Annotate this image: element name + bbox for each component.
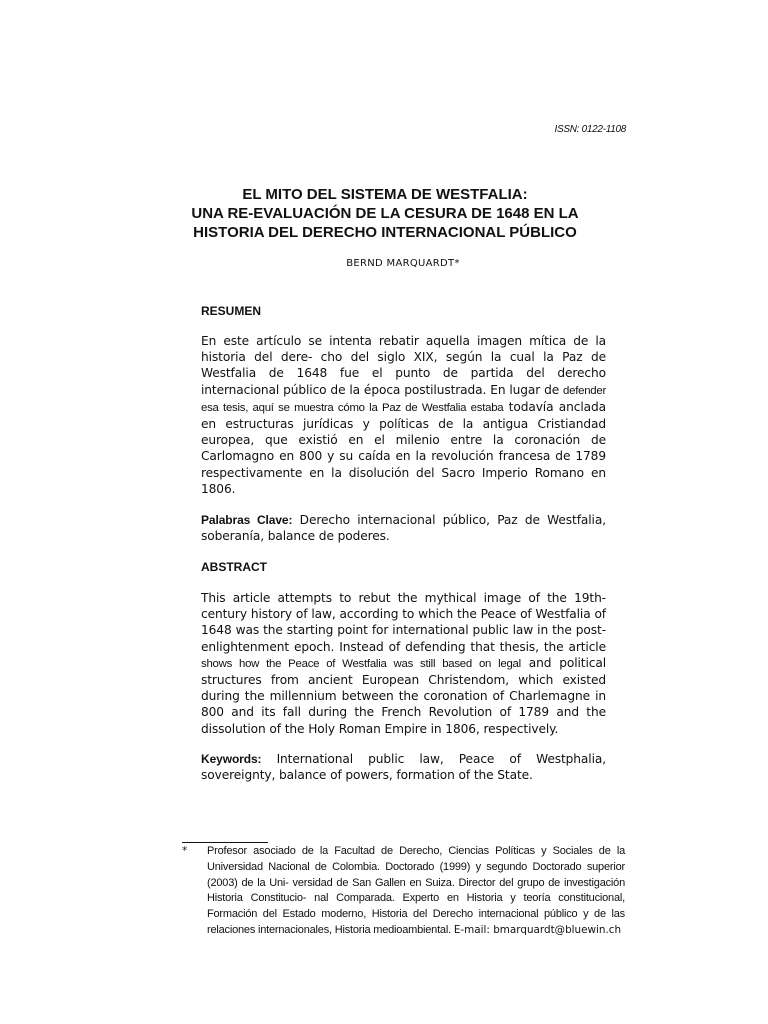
author-footnote [207,844,625,939]
article-title [160,185,610,242]
resumen-text-part-1: En este artículo se intenta rebatir aquella imagen mítica de la historia del dere- cho del siglo XIX, según la cual la Paz de Westfalia de 1648 fue el punto de partida del derecho internacional público de la época postilustrada. En lugar de [201,334,606,397]
resumen-paragraph [201,333,606,497]
resumen-text-part-2: defender esa tesis, aquí se muestra cómo la Paz de Westfalia estaba [201,384,606,414]
footnote-marker: * [182,845,188,857]
resumen-keywords-label: Palabras Clave: [201,513,293,527]
abstract-keywords-label: Keywords: [201,752,262,766]
title-line-3: HISTORIA DEL DERECHO INTERNACIONAL PÚBLICO [193,224,577,241]
abstract-text-part-3: and political structures from ancient European Christendom, which existed during the millennium between the coronation of Charlemagne in 800 and its fall during the French Revolution of 1789 and the dissolution of the Holy Roman Empire in 1806, respectively. [201,655,607,736]
footnote-text: Profesor asociado de la Facultad de Derecho, Ciencias Políticas y Sociales de la Universidad Nacional de Colombia. Doctorado (1999) y segundo Doctorado superior (2003) de la Uni- versidad de San Gallen en Suiza. Director del grupo de investigación Historia Constitucio- nal Comparada. Experto en Historia y teoría constitucional, Formación del Estado moderno, Historia del Derecho internacional público y de las relaciones internacionales, Historia medioambiental. [207,845,625,936]
abstract-text-part-1: This article attempts to rebut the mythical image of the 19th-century history of law, according to which the Peace of Westfalia of 1648 was the starting point for international public law in the post-enlightenment epoch. Instead of defending that thesis, the article [201,591,606,654]
resumen-text-part-3: todavía anclada en estructuras jurídicas y políticas de la antigua Cristiandad europea, que existió en el milenio entre la coronación de Carlomagno en 800 y su caída en la revolución francesa de 1789 respectivamente en la disolución del Sacro Imperio Romano en 1806. [201,399,606,496]
footnote-divider [182,842,268,843]
abstract-keywords [201,751,606,783]
title-line-2: UNA RE-EVALUACIÓN DE LA CESURA DE 1648 EN LA [191,205,579,222]
resumen-keywords-text: Derecho internacional público, Paz de Westfalia, soberanía, balance de poderes. [201,513,606,544]
issn-number: ISSN: 0122-1108 [554,124,626,135]
author-name: BERND MARQUARDT* [346,258,460,269]
title-line-1: EL MITO DEL SISTEMA DE WESTFALIA: [242,186,528,203]
abstract-heading: ABSTRACT [201,560,267,574]
resumen-keywords [201,512,606,544]
abstract-paragraph [201,590,606,737]
abstract-text-part-2: shows how the Peace of Westfalia was still based on legal [201,657,521,670]
abstract-keywords-text: International public law, Peace of Westphalia, sovereignty, balance of powers, formation of the State. [201,752,606,783]
resumen-heading: RESUMEN [201,304,262,318]
footnote-email: E-mail: bmarquardt@bluewin.ch [453,923,622,936]
